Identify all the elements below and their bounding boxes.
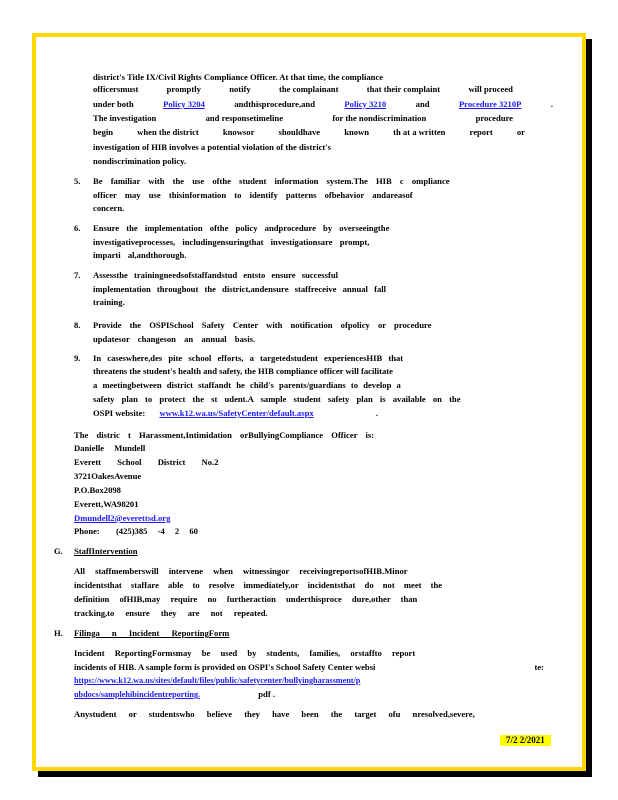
policy-3210-link[interactable]: Policy 3210 xyxy=(344,99,387,109)
contact-street: 3721OakesAvenue xyxy=(74,471,142,481)
intro-line-6: investigation of HIB involves a potential violation of the district's xyxy=(93,142,332,152)
text-run: th at a written xyxy=(393,127,446,137)
text-run: or xyxy=(516,127,525,137)
list-item-line: updatesor changeson an annual basis. xyxy=(93,333,256,344)
section-g-letter: G. xyxy=(54,546,63,556)
text-run: known xyxy=(344,127,370,137)
text-run: shouldhave xyxy=(278,127,321,137)
list-number: 9. xyxy=(74,353,81,363)
text-run: OSPI website: xyxy=(93,408,146,418)
text-run: promptly xyxy=(166,84,201,94)
text-run: the complainant xyxy=(279,84,339,94)
text-run: under both xyxy=(93,99,134,109)
text-run: te: xyxy=(534,662,544,672)
text-run: and responsetimeline xyxy=(205,113,284,123)
form-url-line-1[interactable]: https://www.k12.wa.us/sites/default/files/public/safetycenter/bullyingharassment/p xyxy=(74,676,361,685)
list-item-line: Assessthe trainingneedsofstaffandstud entsto ensure successful xyxy=(93,270,339,280)
list-item-line: training. xyxy=(93,297,125,307)
section-h-title: Filinga n Incident ReportingForm xyxy=(74,628,230,638)
phone-label: Phone: xyxy=(74,526,100,536)
intro-line-3 xyxy=(93,99,553,111)
contact-city: Everett,WA98201 xyxy=(74,499,139,509)
list-item-line: Provide the OSPISchool Safety Center with notification ofpolicy or procedure xyxy=(93,320,432,330)
list-number: 6. xyxy=(74,223,81,233)
intro-line-7: nondiscrimination policy. xyxy=(93,156,187,166)
text-run: notify xyxy=(229,84,251,94)
item9-line-1: In caseswhere,des pite school efforts, a targetedstudent experiencesHIB that xyxy=(93,353,404,363)
item9-line-3: a meetingbetween district staffandt he child's parents/guardians to develop a xyxy=(93,380,401,390)
item9-line-4: safety plan to protect the st udent.A sample student safety plan is available on the xyxy=(93,394,461,404)
contact-email-link[interactable]: Dmundell2@everettsd.org xyxy=(74,513,171,523)
list-item-line: concern. xyxy=(93,203,125,213)
list-number: 8. xyxy=(74,320,81,330)
text-run: procedure xyxy=(475,113,513,123)
section-g-line-1: All staffmemberswill intervene when witnessingor receivingreportsofHIB.Minor xyxy=(74,566,408,576)
text-run: officersmust xyxy=(93,84,139,94)
form-url-part[interactable]: ubdocs/samplehibincidentreporting. xyxy=(74,690,201,699)
list-number: 5. xyxy=(74,176,81,186)
section-g-line-4: tracking,to ensure they are not repeated. xyxy=(74,608,268,618)
text-run: when the district xyxy=(137,127,199,137)
text-run: begin xyxy=(93,127,114,137)
list-item-line: investigativeprocesses, includingensuringthat investigationsare prompt, xyxy=(93,236,370,247)
list-item-line: imparti al,andthorough. xyxy=(93,250,187,260)
list-item-line: Ensure the implementation ofthe policy andprocedure by overseeingthe xyxy=(93,223,390,233)
contact-email-row xyxy=(74,513,214,525)
intro-line-2 xyxy=(93,84,513,96)
text-run: . xyxy=(375,408,378,418)
text-run: for the nondiscrimination xyxy=(332,113,427,123)
list-item-line: implementation throughout the district,andensure staffreceive annual fall xyxy=(93,283,387,294)
contact-heading: The distric t Harassment,Intimidation orBullyingCompliance Officer is: xyxy=(74,430,375,440)
item9-line-2: threatens the student's health and safety, the HIB compliance officer will facilitate xyxy=(93,366,393,376)
procedure-3210p-link[interactable]: Procedure 3210P xyxy=(458,99,522,109)
text-run: incidents of HIB. A sample form is provided on OSPI's School Safety Center websi xyxy=(74,662,376,672)
text-run: that their complaint xyxy=(366,84,441,94)
section-g-line-2: incidentsthat staffare able to resolve immediately,or incidentsthat do not meet the xyxy=(74,580,443,590)
section-h-line-5: Anystudent or studentswho believe they have been the target ofu nresolved,severe, xyxy=(74,709,475,719)
phone-number: (425)385 -4 2 60 xyxy=(115,526,198,536)
contact-pobox: P.O.Box2098 xyxy=(74,485,121,495)
policy-3204-link[interactable]: Policy 3204 xyxy=(163,99,205,109)
section-g-line-3: definition ofHIB,may require no furtheraction underthisproce dure,other than xyxy=(74,594,418,604)
section-h-line-1: Incident ReportingFormsmay be used by students, families, orstaffto report xyxy=(74,648,416,658)
safety-center-link[interactable]: www.k12.wa.us/SafetyCenter/default.aspx xyxy=(159,408,314,418)
section-g-title: StaffIntervention xyxy=(74,546,138,556)
footer-date: 7/2 2/2021 xyxy=(500,735,551,746)
text-run: and xyxy=(415,99,430,109)
text-run: The investigation xyxy=(93,113,157,123)
text-run: knowsor xyxy=(222,127,255,137)
contact-phone-row xyxy=(74,526,198,538)
text-run: pdf . xyxy=(258,689,275,699)
item9-line-5 xyxy=(93,408,378,420)
list-item-line: officer may use thisinformation to identify patterns ofbehavior andareasof xyxy=(93,189,413,200)
section-h-letter: H. xyxy=(54,628,63,638)
text-run: will proceed xyxy=(468,84,513,94)
list-item-line: Be familiar with the use ofthe student information system.The HIB c ompliance xyxy=(93,176,450,186)
list-number: 7. xyxy=(74,270,81,280)
intro-line-1: district's Title IX/Civil Rights Compliance Officer. At that time, the compliance xyxy=(93,72,384,82)
text-run: report xyxy=(469,127,493,137)
contact-org: Everett School District No.2 xyxy=(74,457,219,467)
text-run: . xyxy=(550,99,553,109)
form-url-line-2 xyxy=(74,689,275,701)
intro-line-4 xyxy=(93,113,513,125)
intro-line-5 xyxy=(93,127,525,139)
text-run: andthisprocedure,and xyxy=(234,99,315,109)
contact-name: Danielle Mundell xyxy=(74,443,146,453)
section-h-line-2 xyxy=(74,662,544,674)
